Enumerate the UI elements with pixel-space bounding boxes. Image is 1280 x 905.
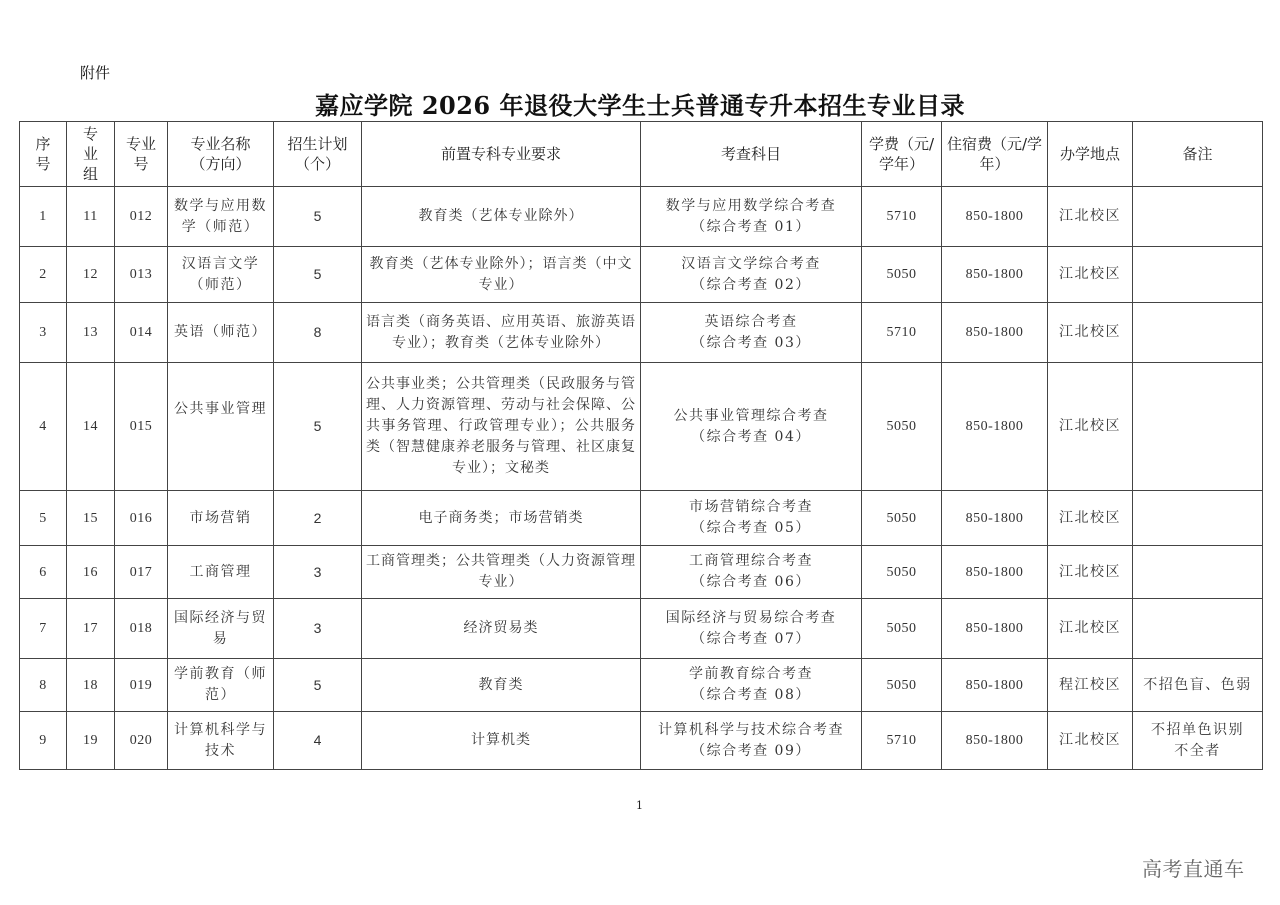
cell-major-name: 公共事业管理: [168, 363, 274, 491]
cell-prereq: 公共事业类；公共管理类（民政服务与管理、人力资源管理、劳动与社会保障、公共事务管理、行政管理专业）；公共服务类（智慧健康养老服务与管理、社区康复专业）；文秘类: [362, 363, 641, 491]
cell-group: 12: [67, 247, 115, 303]
cell-plan: 3: [274, 599, 362, 659]
cell-prereq: 教育类: [362, 659, 641, 712]
table-row: [20, 303, 1263, 363]
cell-subject: [641, 599, 862, 659]
cell-subject: [641, 187, 862, 247]
cell-major-name: 汉语言文学（师范）: [168, 247, 274, 303]
cell-notes: [1133, 363, 1263, 491]
header-tuition: 学费（元/学年）: [862, 122, 942, 187]
cell-seq: 4: [20, 363, 67, 491]
cell-subject: [641, 659, 862, 712]
cell-subject: [641, 546, 862, 599]
cell-group: 19: [67, 712, 115, 770]
cell-campus: 江北校区: [1048, 491, 1133, 546]
cell-code: 020: [115, 712, 168, 770]
cell-major-name: 计算机科学与技术: [168, 712, 274, 770]
subject-name: 工商管理综合考查: [689, 553, 813, 569]
subject-code: （综合考查 09）: [691, 742, 811, 759]
cell-plan: 5: [274, 247, 362, 303]
cell-plan: 2: [274, 491, 362, 546]
cell-tuition: 5050: [862, 247, 942, 303]
subject-code: （综合考查 05）: [691, 520, 811, 536]
cell-group: 16: [67, 546, 115, 599]
cell-major-name: 学前教育（师范）: [168, 659, 274, 712]
cell-notes: [1133, 546, 1263, 599]
watermark: 高考直通车: [1142, 857, 1245, 881]
cell-plan: 5: [274, 363, 362, 491]
cell-code: 017: [115, 546, 168, 599]
header-major-code: 专业号: [115, 122, 168, 187]
cell-campus: 程江校区: [1048, 659, 1133, 712]
subject-name: 汉语言文学综合考查: [681, 255, 821, 272]
table-row: [20, 712, 1263, 770]
cell-group: 17: [67, 599, 115, 659]
table-row: [20, 187, 1263, 247]
cell-group: 11: [67, 187, 115, 247]
cell-seq: 3: [20, 303, 67, 363]
cell-code: 018: [115, 599, 168, 659]
cell-notes: 不招色盲、色弱: [1133, 659, 1263, 712]
cell-prereq: 教育类（艺体专业除外）；语言类（中文专业）: [362, 247, 641, 303]
subject-name: 数学与应用数学综合考查: [665, 197, 837, 214]
table-row: [20, 491, 1263, 546]
subject-code: （综合考查 08）: [691, 687, 811, 703]
header-notes: 备注: [1133, 122, 1263, 187]
cell-dorm: 850-1800: [942, 546, 1048, 599]
subject-name: 计算机科学与技术综合考查: [658, 721, 844, 738]
subject-name: 英语综合考查: [704, 313, 798, 330]
cell-dorm: 850-1800: [942, 491, 1048, 546]
cell-dorm: 850-1800: [942, 599, 1048, 659]
cell-campus: 江北校区: [1048, 712, 1133, 770]
cell-major-name: 国际经济与贸易: [168, 599, 274, 659]
table-row: [20, 247, 1263, 303]
cell-group: 14: [67, 363, 115, 491]
cell-major-name: 英语（师范）: [168, 303, 274, 363]
header-row: [20, 122, 1263, 187]
cell-code: 013: [115, 247, 168, 303]
page-number: 1: [636, 799, 643, 812]
header-seq: 序号: [20, 122, 67, 187]
subject-code: （综合考查 06）: [691, 574, 811, 590]
cell-code: 016: [115, 491, 168, 546]
cell-plan: 3: [274, 546, 362, 599]
header-plan: 招生计划（个）: [274, 122, 362, 187]
subject-code: （综合考查 04）: [691, 428, 811, 445]
major-catalog-table: [19, 121, 1263, 770]
subject-name: 学前教育综合考查: [689, 666, 813, 682]
header-major-name: 专业名称（方向）: [168, 122, 274, 187]
subject-name: 市场营销综合考查: [689, 499, 813, 515]
cell-code: 012: [115, 187, 168, 247]
cell-prereq: 教育类（艺体专业除外）: [362, 187, 641, 247]
header-campus: 办学地点: [1048, 122, 1133, 187]
cell-seq: 6: [20, 546, 67, 599]
attachment-label: 附件: [80, 64, 111, 82]
cell-prereq: 计算机类: [362, 712, 641, 770]
cell-tuition: 5050: [862, 599, 942, 659]
cell-campus: 江北校区: [1048, 187, 1133, 247]
cell-tuition: 5710: [862, 712, 942, 770]
table-row: [20, 546, 1263, 599]
cell-notes: [1133, 491, 1263, 546]
header-dorm: 住宿费（元/学年）: [942, 122, 1048, 187]
cell-prereq: 语言类（商务英语、应用英语、旅游英语专业）；教育类（艺体专业除外）: [362, 303, 641, 363]
cell-tuition: 5050: [862, 546, 942, 599]
cell-dorm: 850-1800: [942, 363, 1048, 491]
cell-group: 18: [67, 659, 115, 712]
cell-seq: 5: [20, 491, 67, 546]
cell-tuition: 5710: [862, 303, 942, 363]
cell-seq: 8: [20, 659, 67, 712]
cell-seq: 7: [20, 599, 67, 659]
table-row: [20, 659, 1263, 712]
document-title: 嘉应学院 2026 年退役大学生士兵普通专升本招生专业目录: [314, 91, 965, 120]
cell-subject: [641, 491, 862, 546]
cell-dorm: 850-1800: [942, 247, 1048, 303]
cell-plan: 8: [274, 303, 362, 363]
cell-code: 015: [115, 363, 168, 491]
cell-seq: 1: [20, 187, 67, 247]
cell-prereq: 电子商务类；市场营销类: [362, 491, 641, 546]
cell-code: 014: [115, 303, 168, 363]
cell-notes: [1133, 303, 1263, 363]
cell-campus: 江北校区: [1048, 363, 1133, 491]
cell-major-name: 数学与应用数学（师范）: [168, 187, 274, 247]
header-group: 专业组: [67, 122, 115, 187]
subject-code: （综合考查 07）: [691, 630, 811, 647]
table-row: [20, 599, 1263, 659]
cell-plan: 4: [274, 712, 362, 770]
subject-code: （综合考查 02）: [691, 276, 811, 293]
cell-subject: [641, 363, 862, 491]
header-prereq: 前置专科专业要求: [362, 122, 641, 187]
cell-plan: 5: [274, 187, 362, 247]
header-subjects: 考查科目: [641, 122, 862, 187]
cell-dorm: 850-1800: [942, 187, 1048, 247]
cell-subject: [641, 303, 862, 363]
cell-campus: 江北校区: [1048, 546, 1133, 599]
cell-subject: [641, 712, 862, 770]
cell-major-name: 工商管理: [168, 546, 274, 599]
cell-code: 019: [115, 659, 168, 712]
cell-subject: [641, 247, 862, 303]
cell-prereq: 经济贸易类: [362, 599, 641, 659]
cell-tuition: 5050: [862, 363, 942, 491]
cell-tuition: 5050: [862, 491, 942, 546]
cell-tuition: 5050: [862, 659, 942, 712]
cell-notes: [1133, 247, 1263, 303]
cell-campus: 江北校区: [1048, 599, 1133, 659]
cell-notes: 不招单色识别不全者: [1133, 712, 1263, 770]
cell-seq: 9: [20, 712, 67, 770]
cell-notes: [1133, 599, 1263, 659]
cell-tuition: 5710: [862, 187, 942, 247]
cell-notes: [1133, 187, 1263, 247]
table-row: [20, 363, 1263, 491]
cell-prereq: 工商管理类；公共管理类（人力资源管理专业）: [362, 546, 641, 599]
cell-seq: 2: [20, 247, 67, 303]
subject-name: 国际经济与贸易综合考查: [665, 609, 837, 626]
subject-code: （综合考查 03）: [691, 334, 811, 351]
cell-major-name: 市场营销: [168, 491, 274, 546]
cell-plan: 5: [274, 659, 362, 712]
cell-dorm: 850-1800: [942, 303, 1048, 363]
cell-group: 13: [67, 303, 115, 363]
subject-name: 公共事业管理综合考查: [673, 407, 829, 424]
cell-campus: 江北校区: [1048, 303, 1133, 363]
cell-campus: 江北校区: [1048, 247, 1133, 303]
cell-group: 15: [67, 491, 115, 546]
subject-code: （综合考查 01）: [691, 218, 811, 235]
cell-dorm: 850-1800: [942, 659, 1048, 712]
cell-dorm: 850-1800: [942, 712, 1048, 770]
